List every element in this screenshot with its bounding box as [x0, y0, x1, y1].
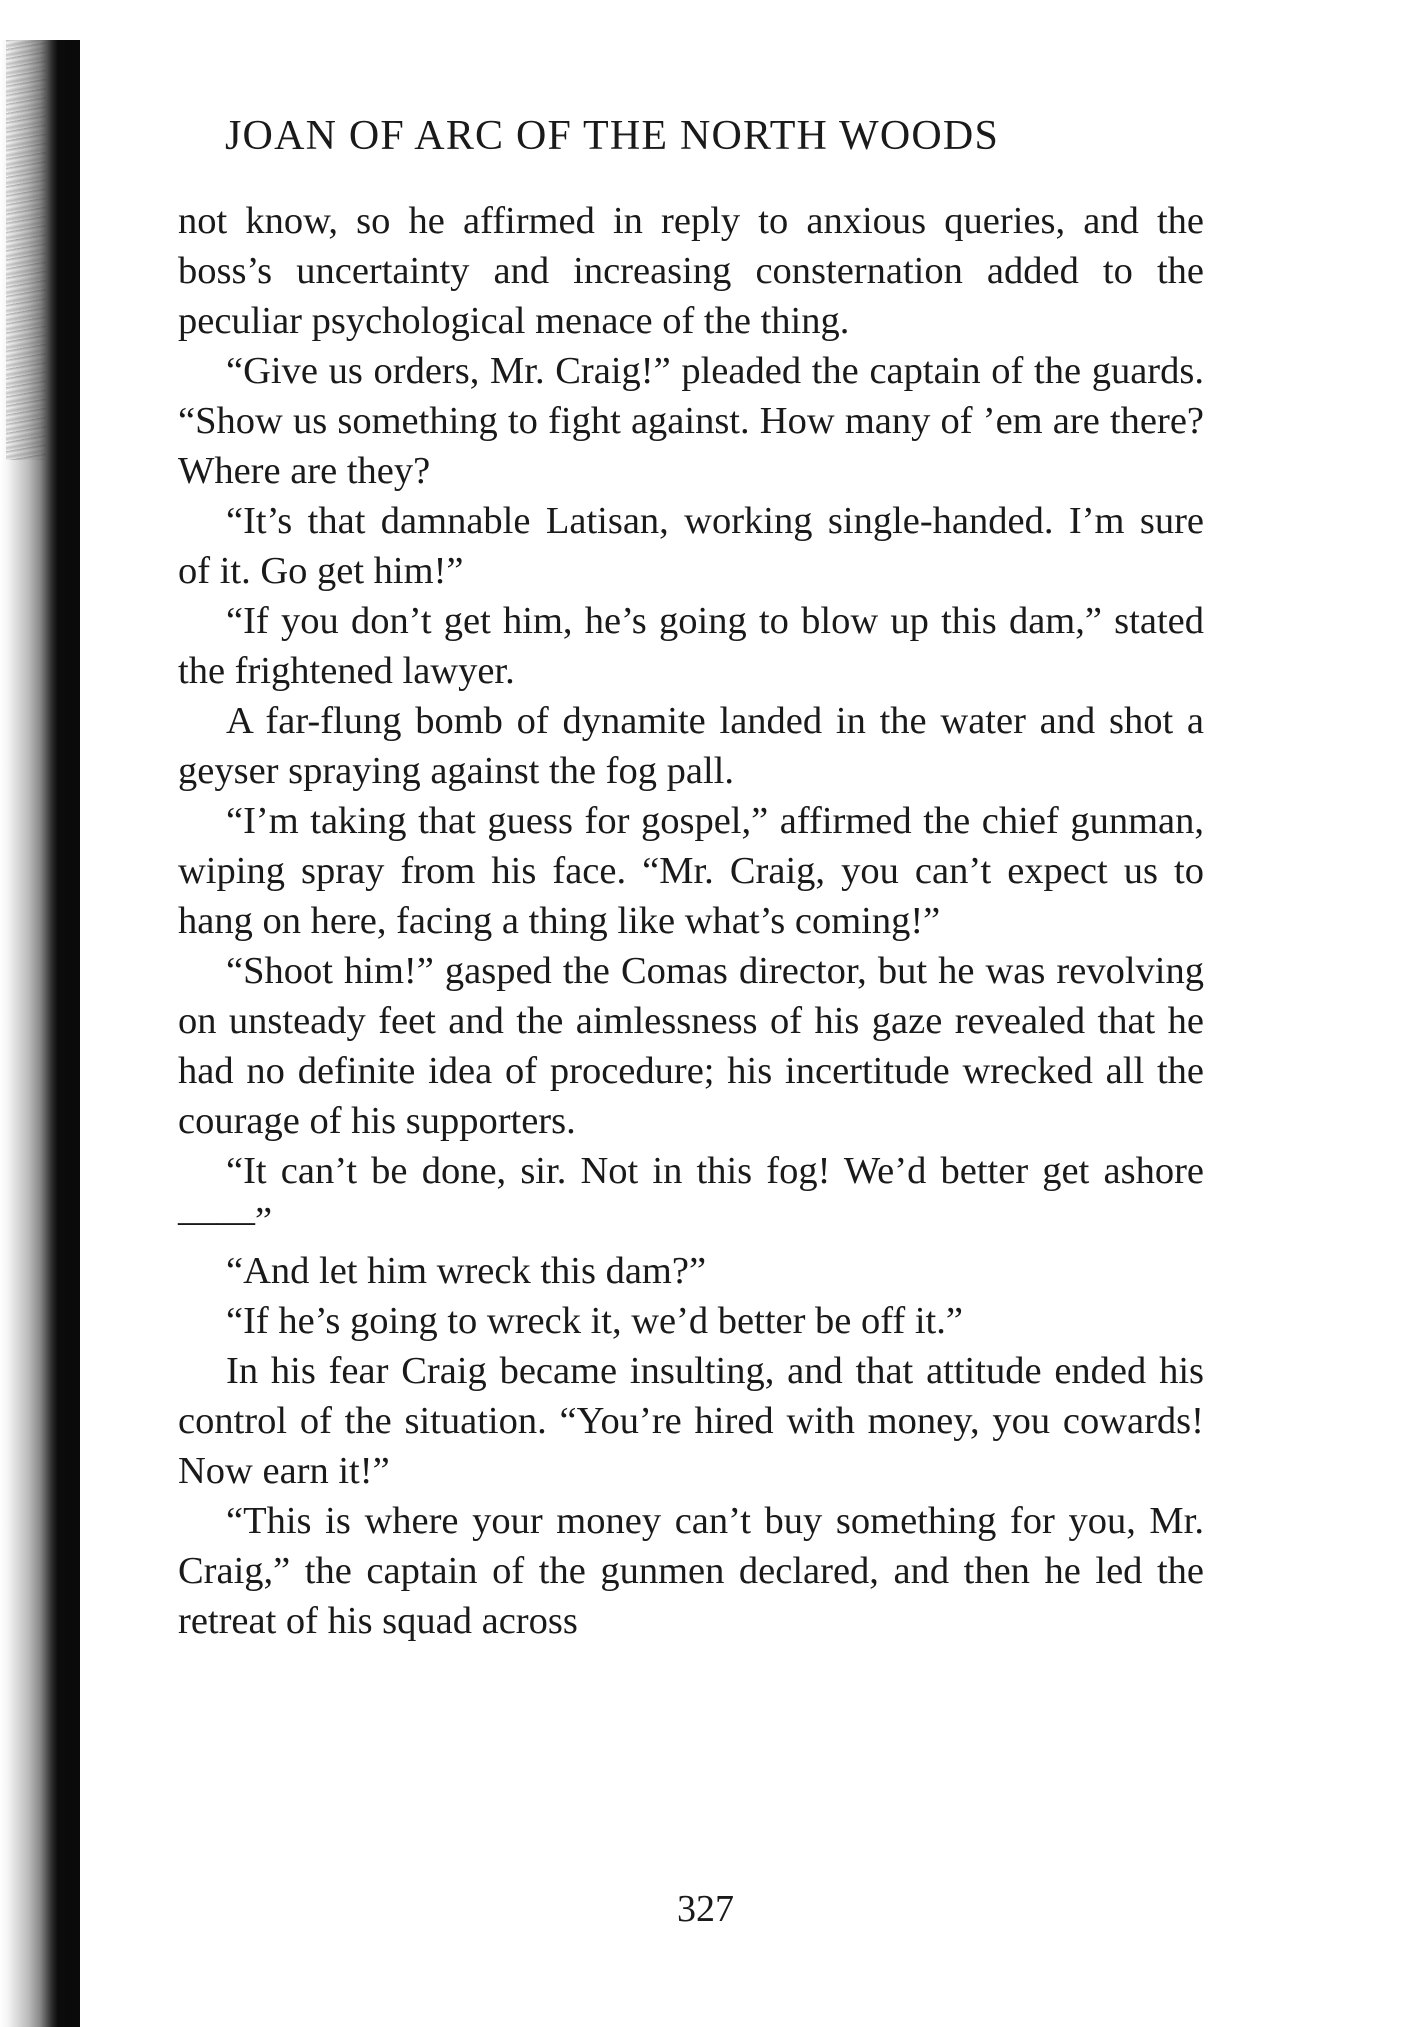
paragraph: not know, so he affirmed in reply to anxious queries, and the boss’s uncertainty and increasing consternation added to the peculiar psychological menace of the thing. [178, 200, 1204, 342]
paragraph: “If you don’t get him, he’s going to blow up this dam,” stated the frightened lawyer. [178, 600, 1204, 692]
paragraph: “This is where your money can’t buy something for you, Mr. Craig,” the captain of the gunmen declared, and then he led the retreat of his squad across [178, 1500, 1204, 1642]
paragraph: “It’s that damnable Latisan, working single-handed. I’m sure of it. Go get him!” [178, 500, 1204, 592]
paragraph: “I’m taking that guess for gospel,” affirmed the chief gunman, wiping spray from his face. “Mr. Craig, you can’t expect us to hang on here, facing a thing like what’s coming!” [178, 800, 1204, 942]
paragraph: “Give us orders, Mr. Craig!” pleaded the captain of the guards. “Show us something to fight against. How many of ’em are there? Where are they? [178, 350, 1204, 492]
paragraph: “And let him wreck this dam?” [226, 1250, 707, 1292]
body-text [178, 196, 1204, 1646]
running-head: JOAN OF ARC OF THE NORTH WOODS [225, 113, 1000, 159]
paragraph: “It can’t be done, sir. Not in this fog! We’d better get ashore ——” [178, 1150, 1204, 1242]
paragraph: A far-flung bomb of dynamite landed in the water and shot a geyser spraying against the fog pall. [178, 700, 1204, 792]
paragraph: “Shoot him!” gasped the Comas director, but he was revolving on unsteady feet and the aimlessness of his gaze revealed that he had no definite idea of procedure; his incertitude wrecked all the courage of his supporters. [178, 950, 1204, 1142]
paragraph: “If he’s going to wreck it, we’d better be off it.” [226, 1300, 963, 1342]
page-number: 327 [677, 1888, 734, 1930]
paragraph: In his fear Craig became insulting, and that attitude ended his control of the situation. “You’re hired with money, you cowards! Now earn it!” [178, 1350, 1204, 1492]
book-binding-edge [0, 40, 80, 2027]
